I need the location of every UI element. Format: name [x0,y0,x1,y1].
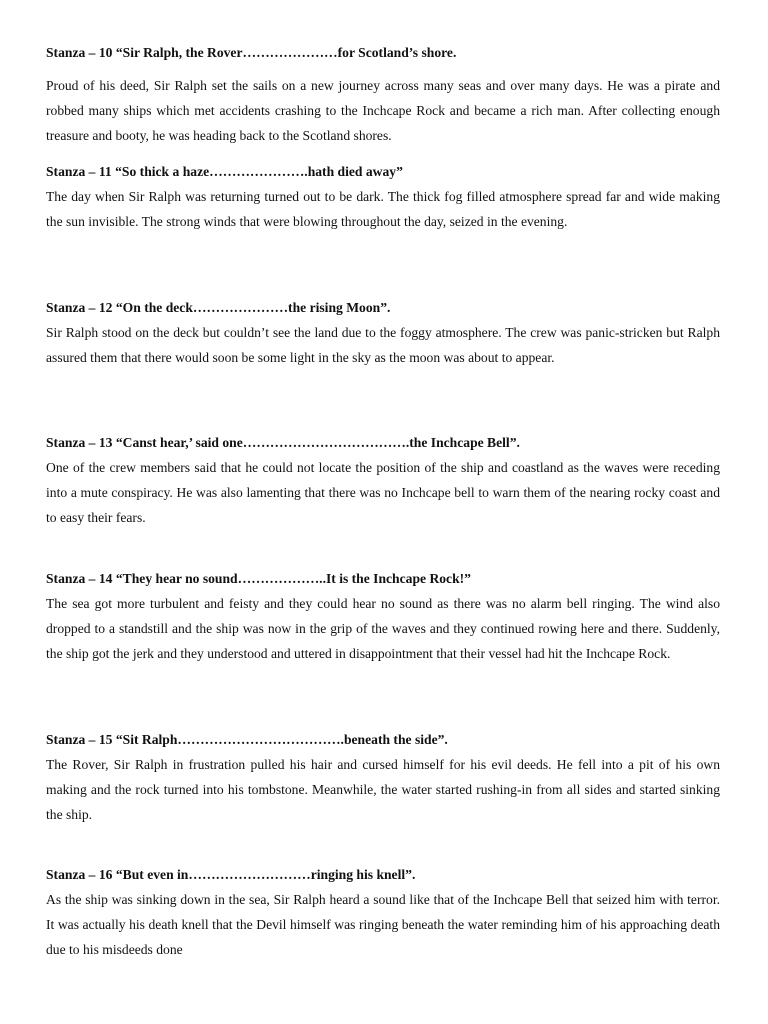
stanza-15-text: The Rover, Sir Ralph in frustration pulled his hair and cursed himself for his evil deeds. He fell into a pit of his own making and the rock turned into his tombstone. Meanwhile, the water started rushing-in from all sides and started sinking the ship. [46,757,720,822]
stanza-10-heading: Stanza – 10 “Sir Ralph, the Rover…………………for Scotland’s shore. [46,45,457,60]
stanza-14-text: The sea got more turbulent and feisty and they could hear no sound as there was no alarm bell ringing. The wind also dropped to a standstill and the ship was now in the grip of the waves and they continued rowing here and there. Suddenly, the ship got the jerk and they understood and uttered in disappointment that their vessel had hit the Inchcape Rock. [46,596,720,661]
stanza-16-section [46,862,720,962]
stanza-10-section [46,40,720,148]
stanza-11-section [46,159,720,234]
stanza-13-text: One of the crew members said that he could not locate the position of the ship and coastland as the waves were receding into a mute conspiracy. He was also lamenting that there was no Inchcape bell to warn them of the nearing rocky coast and to easy their fears. [46,460,720,525]
stanza-16-heading: Stanza – 16 “But even in………………………ringing his knell”. [46,867,416,882]
stanza-14-section [46,566,720,666]
stanza-14-heading: Stanza – 14 “They hear no sound………………..It is the Inchcape Rock!” [46,571,471,586]
stanza-13-section [46,430,720,530]
stanza-12-heading: Stanza – 12 “On the deck…………………the rising Moon”. [46,300,391,315]
stanza-12-section [46,295,720,370]
stanza-13-heading: Stanza – 13 “Canst hear,’ said one……………………………….the Inchcape Bell”. [46,435,520,450]
stanza-16-text: As the ship was sinking down in the sea, Sir Ralph heard a sound like that of the Inchcape Bell that seized him with terror. It was actually his death knell that the Devil himself was ringing beneath the water reminding him of his approaching death due to his misdeeds done [46,892,720,957]
stanza-11-heading: Stanza – 11 “So thick a haze………………….hath died away” [46,164,403,179]
stanza-10-text: Proud of his deed, Sir Ralph set the sails on a new journey across many seas and over many days. He was a pirate and robbed many ships which met accidents crashing to the Inchcape Rock and became a rich man. After collecting enough treasure and booty, he was heading back to the Scotland shores. [46,78,720,143]
stanza-12-text: Sir Ralph stood on the deck but couldn’t see the land due to the foggy atmosphere. The crew was panic-stricken but Ralph assured them that there would soon be some light in the sky as the moon was about to appear. [46,325,720,365]
stanza-15-heading: Stanza – 15 “Sit Ralph……………………………….beneath the side”. [46,732,448,747]
stanza-15-section [46,727,720,827]
stanza-11-text: The day when Sir Ralph was returning turned out to be dark. The thick fog filled atmosphere spread far and wide making the sun invisible. The strong winds that were blowing throughout the day, seized in the evening. [46,189,720,229]
